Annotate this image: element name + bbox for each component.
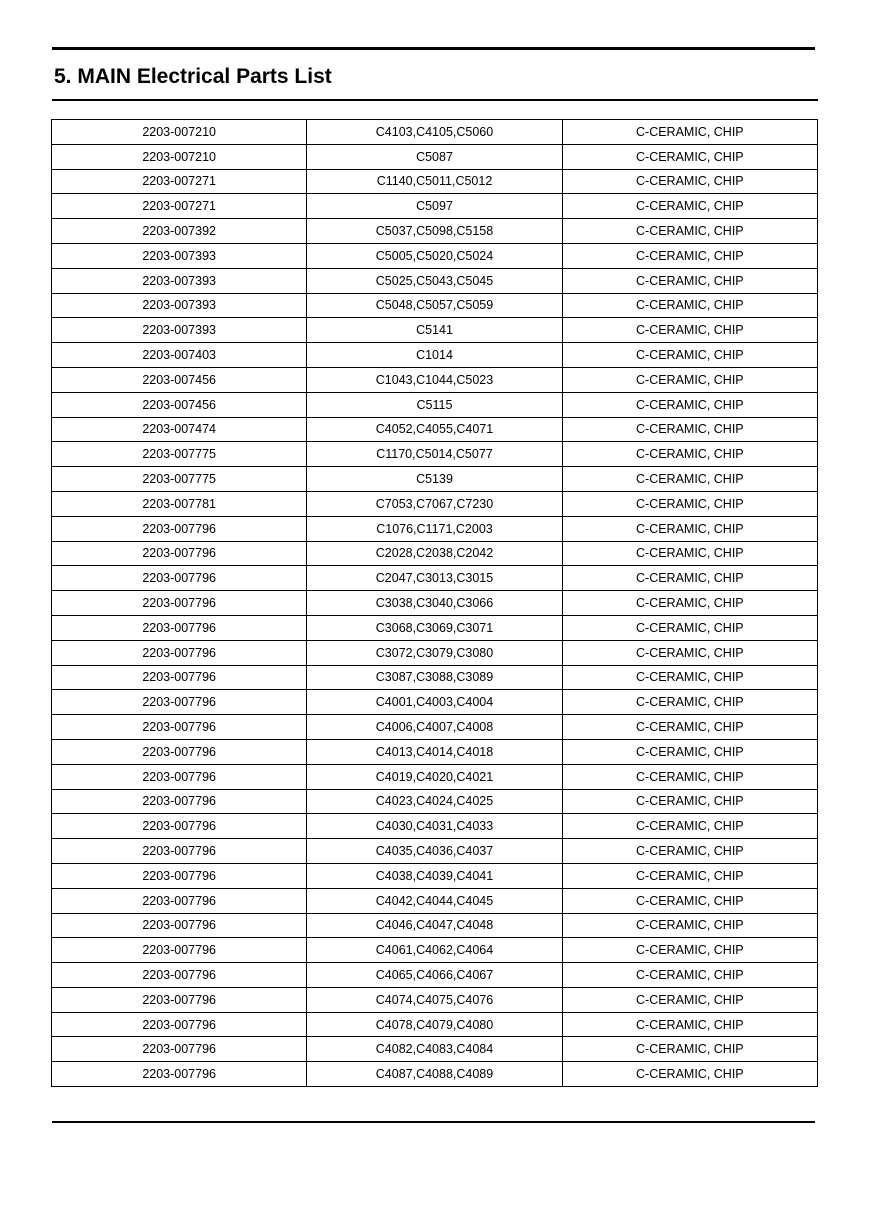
table-row [52, 888, 818, 913]
description-cell: C-CERAMIC, CHIP [562, 1037, 817, 1062]
table-row [52, 640, 818, 665]
location-cell: C3087,C3088,C3089 [307, 665, 562, 690]
table-row [52, 194, 818, 219]
table-row [52, 591, 818, 616]
description-cell: C-CERAMIC, CHIP [562, 343, 817, 368]
table-row [52, 789, 818, 814]
table-row [52, 219, 818, 244]
description-cell: C-CERAMIC, CHIP [562, 715, 817, 740]
description-cell: C-CERAMIC, CHIP [562, 194, 817, 219]
location-cell: C4042,C4044,C4045 [307, 888, 562, 913]
location-cell: C4082,C4083,C4084 [307, 1037, 562, 1062]
location-cell: C4046,C4047,C4048 [307, 913, 562, 938]
table-row [52, 665, 818, 690]
table-row [52, 566, 818, 591]
table-row [52, 417, 818, 442]
location-cell: C5115 [307, 392, 562, 417]
description-cell: C-CERAMIC, CHIP [562, 739, 817, 764]
table-row [52, 120, 818, 145]
table-row [52, 839, 818, 864]
location-cell: C4052,C4055,C4071 [307, 417, 562, 442]
table-row [52, 863, 818, 888]
table-row [52, 268, 818, 293]
description-cell: C-CERAMIC, CHIP [562, 987, 817, 1012]
description-cell: C-CERAMIC, CHIP [562, 888, 817, 913]
table-row [52, 814, 818, 839]
table-row [52, 715, 818, 740]
location-cell: C4038,C4039,C4041 [307, 863, 562, 888]
location-cell: C2047,C3013,C3015 [307, 566, 562, 591]
location-cell: C5048,C5057,C5059 [307, 293, 562, 318]
description-cell: C-CERAMIC, CHIP [562, 442, 817, 467]
location-cell: C4006,C4007,C4008 [307, 715, 562, 740]
description-cell: C-CERAMIC, CHIP [562, 467, 817, 492]
page-title: 5. MAIN Electrical Parts List [54, 65, 332, 88]
location-cell: C1043,C1044,C5023 [307, 367, 562, 392]
description-cell: C-CERAMIC, CHIP [562, 219, 817, 244]
part-code-cell: 2203-007796 [52, 516, 307, 541]
location-cell: C5087 [307, 144, 562, 169]
location-cell: C3068,C3069,C3071 [307, 615, 562, 640]
location-cell: C1014 [307, 343, 562, 368]
description-cell: C-CERAMIC, CHIP [562, 144, 817, 169]
part-code-cell: 2203-007210 [52, 120, 307, 145]
description-cell: C-CERAMIC, CHIP [562, 665, 817, 690]
table-row [52, 615, 818, 640]
description-cell: C-CERAMIC, CHIP [562, 591, 817, 616]
table-row [52, 963, 818, 988]
part-code-cell: 2203-007393 [52, 243, 307, 268]
description-cell: C-CERAMIC, CHIP [562, 293, 817, 318]
table-row [52, 318, 818, 343]
location-cell: C5139 [307, 467, 562, 492]
part-code-cell: 2203-007796 [52, 839, 307, 864]
description-cell: C-CERAMIC, CHIP [562, 541, 817, 566]
part-code-cell: 2203-007796 [52, 591, 307, 616]
table-row [52, 938, 818, 963]
table-row [52, 293, 818, 318]
description-cell: C-CERAMIC, CHIP [562, 615, 817, 640]
description-cell: C-CERAMIC, CHIP [562, 1012, 817, 1037]
table-row [52, 467, 818, 492]
part-code-cell: 2203-007456 [52, 367, 307, 392]
part-code-cell: 2203-007796 [52, 541, 307, 566]
location-cell: C4065,C4066,C4067 [307, 963, 562, 988]
location-cell: C4001,C4003,C4004 [307, 690, 562, 715]
part-code-cell: 2203-007796 [52, 566, 307, 591]
location-cell: C4013,C4014,C4018 [307, 739, 562, 764]
location-cell: C1076,C1171,C2003 [307, 516, 562, 541]
location-cell: C4103,C4105,C5060 [307, 120, 562, 145]
table-row [52, 764, 818, 789]
description-cell: C-CERAMIC, CHIP [562, 814, 817, 839]
table-row [52, 367, 818, 392]
description-cell: C-CERAMIC, CHIP [562, 938, 817, 963]
location-cell: C3072,C3079,C3080 [307, 640, 562, 665]
location-cell: C5025,C5043,C5045 [307, 268, 562, 293]
location-cell: C4030,C4031,C4033 [307, 814, 562, 839]
part-code-cell: 2203-007403 [52, 343, 307, 368]
title-divider [52, 99, 818, 101]
table-row [52, 541, 818, 566]
description-cell: C-CERAMIC, CHIP [562, 789, 817, 814]
table-row [52, 392, 818, 417]
part-code-cell: 2203-007775 [52, 467, 307, 492]
description-cell: C-CERAMIC, CHIP [562, 913, 817, 938]
description-cell: C-CERAMIC, CHIP [562, 516, 817, 541]
table-row [52, 491, 818, 516]
part-code-cell: 2203-007796 [52, 987, 307, 1012]
table-row [52, 144, 818, 169]
part-code-cell: 2203-007456 [52, 392, 307, 417]
location-cell: C7053,C7067,C7230 [307, 491, 562, 516]
part-code-cell: 2203-007271 [52, 169, 307, 194]
description-cell: C-CERAMIC, CHIP [562, 963, 817, 988]
part-code-cell: 2203-007796 [52, 1037, 307, 1062]
description-cell: C-CERAMIC, CHIP [562, 491, 817, 516]
table-row [52, 1062, 818, 1087]
location-cell: C5005,C5020,C5024 [307, 243, 562, 268]
bottom-divider [52, 1121, 815, 1123]
part-code-cell: 2203-007393 [52, 318, 307, 343]
location-cell: C4087,C4088,C4089 [307, 1062, 562, 1087]
description-cell: C-CERAMIC, CHIP [562, 169, 817, 194]
table-row [52, 169, 818, 194]
description-cell: C-CERAMIC, CHIP [562, 243, 817, 268]
location-cell: C4019,C4020,C4021 [307, 764, 562, 789]
part-code-cell: 2203-007796 [52, 789, 307, 814]
part-code-cell: 2203-007796 [52, 690, 307, 715]
description-cell: C-CERAMIC, CHIP [562, 318, 817, 343]
top-divider [52, 47, 815, 50]
table-row [52, 913, 818, 938]
location-cell: C4078,C4079,C4080 [307, 1012, 562, 1037]
part-code-cell: 2203-007775 [52, 442, 307, 467]
part-code-cell: 2203-007796 [52, 938, 307, 963]
table-row [52, 1037, 818, 1062]
table-row [52, 690, 818, 715]
part-code-cell: 2203-007796 [52, 640, 307, 665]
table-row [52, 1012, 818, 1037]
part-code-cell: 2203-007796 [52, 814, 307, 839]
part-code-cell: 2203-007796 [52, 665, 307, 690]
description-cell: C-CERAMIC, CHIP [562, 566, 817, 591]
table-row [52, 516, 818, 541]
description-cell: C-CERAMIC, CHIP [562, 392, 817, 417]
part-code-cell: 2203-007781 [52, 491, 307, 516]
description-cell: C-CERAMIC, CHIP [562, 764, 817, 789]
location-cell: C1140,C5011,C5012 [307, 169, 562, 194]
table-row [52, 343, 818, 368]
description-cell: C-CERAMIC, CHIP [562, 1062, 817, 1087]
table-row [52, 442, 818, 467]
location-cell: C2028,C2038,C2042 [307, 541, 562, 566]
part-code-cell: 2203-007210 [52, 144, 307, 169]
description-cell: C-CERAMIC, CHIP [562, 268, 817, 293]
description-cell: C-CERAMIC, CHIP [562, 640, 817, 665]
part-code-cell: 2203-007796 [52, 764, 307, 789]
location-cell: C4035,C4036,C4037 [307, 839, 562, 864]
part-code-cell: 2203-007796 [52, 888, 307, 913]
part-code-cell: 2203-007392 [52, 219, 307, 244]
parts-table [51, 119, 818, 1087]
table-row [52, 243, 818, 268]
table-row [52, 987, 818, 1012]
location-cell: C3038,C3040,C3066 [307, 591, 562, 616]
description-cell: C-CERAMIC, CHIP [562, 120, 817, 145]
description-cell: C-CERAMIC, CHIP [562, 839, 817, 864]
description-cell: C-CERAMIC, CHIP [562, 417, 817, 442]
location-cell: C5037,C5098,C5158 [307, 219, 562, 244]
part-code-cell: 2203-007796 [52, 739, 307, 764]
part-code-cell: 2203-007271 [52, 194, 307, 219]
location-cell: C5097 [307, 194, 562, 219]
location-cell: C4023,C4024,C4025 [307, 789, 562, 814]
part-code-cell: 2203-007796 [52, 863, 307, 888]
description-cell: C-CERAMIC, CHIP [562, 863, 817, 888]
part-code-cell: 2203-007796 [52, 913, 307, 938]
part-code-cell: 2203-007474 [52, 417, 307, 442]
location-cell: C4061,C4062,C4064 [307, 938, 562, 963]
table-row [52, 739, 818, 764]
part-code-cell: 2203-007796 [52, 715, 307, 740]
parts-table-body [52, 120, 818, 1087]
part-code-cell: 2203-007393 [52, 268, 307, 293]
description-cell: C-CERAMIC, CHIP [562, 367, 817, 392]
location-cell: C5141 [307, 318, 562, 343]
part-code-cell: 2203-007796 [52, 1012, 307, 1037]
part-code-cell: 2203-007796 [52, 963, 307, 988]
location-cell: C4074,C4075,C4076 [307, 987, 562, 1012]
part-code-cell: 2203-007393 [52, 293, 307, 318]
description-cell: C-CERAMIC, CHIP [562, 690, 817, 715]
location-cell: C1170,C5014,C5077 [307, 442, 562, 467]
part-code-cell: 2203-007796 [52, 615, 307, 640]
part-code-cell: 2203-007796 [52, 1062, 307, 1087]
